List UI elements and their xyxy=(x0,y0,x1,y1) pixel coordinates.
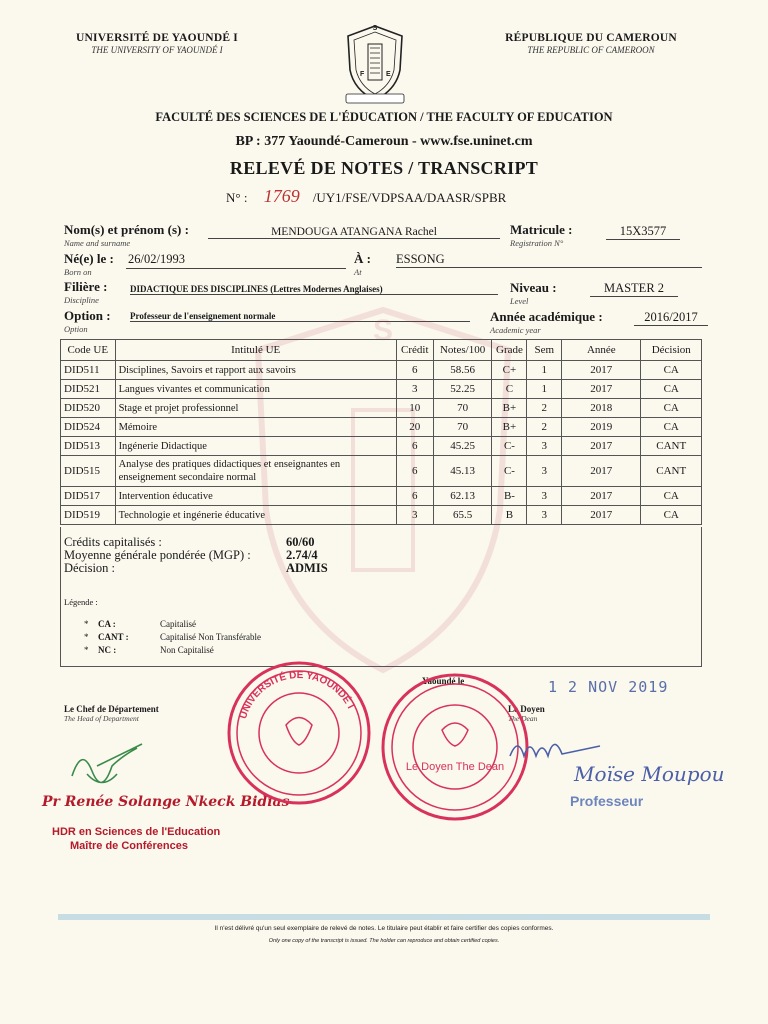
dean-title: Professeur xyxy=(570,793,644,809)
svg-text:Le Doyen The Dean: Le Doyen The Dean xyxy=(405,761,505,773)
student-name: MENDOUGA ATANGANA Rachel xyxy=(208,226,500,239)
niveau-field-label: Niveau : Level xyxy=(510,280,557,306)
course-note: 70 xyxy=(433,399,492,418)
col-header-code: Code UE xyxy=(61,340,116,361)
course-credit: 6 xyxy=(396,437,433,456)
course-year: 2018 xyxy=(562,399,641,418)
table-header-row xyxy=(61,340,702,361)
course-decision: CA xyxy=(641,487,702,506)
course-note: 58.56 xyxy=(433,361,492,380)
course-semester: 3 xyxy=(527,506,562,525)
university-header xyxy=(62,32,252,55)
col-header-year: Année xyxy=(562,340,641,361)
footer-divider xyxy=(58,914,710,920)
course-code: DID519 xyxy=(61,506,116,525)
student-academic-year: 2016/2017 xyxy=(634,310,708,326)
credits-value: 60/60 xyxy=(286,535,315,549)
course-semester: 3 xyxy=(527,487,562,506)
legend-item: * CA : Capitalisé xyxy=(84,619,196,629)
course-credit: 6 xyxy=(396,456,433,487)
legend-item: * NC : Non Capitalisé xyxy=(84,645,214,655)
course-title: Ingénerie Didactique xyxy=(115,437,396,456)
svg-text:E: E xyxy=(386,71,391,78)
annee-field-label: Année académique : Academic year xyxy=(490,309,603,335)
course-title: Intervention éducative xyxy=(115,487,396,506)
course-semester: 3 xyxy=(527,437,562,456)
course-code: DID517 xyxy=(61,487,116,506)
course-year: 2017 xyxy=(562,456,641,487)
course-semester: 2 xyxy=(527,418,562,437)
student-birthdate: 26/02/1993 xyxy=(128,252,185,266)
course-semester: 1 xyxy=(527,361,562,380)
course-grade: B- xyxy=(492,487,527,506)
course-grade: B+ xyxy=(492,418,527,437)
head-of-department-line1: HDR en Sciences de l'Education xyxy=(52,826,221,838)
footer-note-en: Only one copy of the transcript is issued. The holder can reproduce and obtain certified copies. xyxy=(268,938,500,944)
svg-text:S: S xyxy=(372,314,394,347)
born-field-label: Né(e) le : Born on xyxy=(64,251,114,277)
course-code: DID524 xyxy=(61,418,116,437)
university-crest-logo xyxy=(340,20,410,108)
document-title: RELEVÉ DE NOTES / TRANSCRIPT xyxy=(229,158,539,178)
head-of-department-signature xyxy=(62,736,162,796)
course-code: DID520 xyxy=(61,399,116,418)
student-level: MASTER 2 xyxy=(590,281,678,297)
head-of-department-line2: Maître de Conférences xyxy=(70,840,188,852)
head-of-department-label: Le Chef de Département The Head of Department xyxy=(64,704,159,723)
table-row xyxy=(61,399,702,418)
course-year: 2017 xyxy=(562,487,641,506)
col-header-credit: Crédit xyxy=(396,340,433,361)
reference-handwritten-number: 1769 xyxy=(263,186,300,206)
birthplace-field-label: À : At xyxy=(354,251,371,277)
student-option: Professeur de l'enseignement normale xyxy=(130,311,470,322)
legend-list xyxy=(84,619,261,658)
table-row xyxy=(61,487,702,506)
republic-name: RÉPUBLIQUE DU CAMEROUN xyxy=(505,32,677,44)
decision-label: Décision : xyxy=(64,561,116,575)
table-row xyxy=(61,506,702,525)
faculty-address: BP : 377 Yaoundé-Cameroun - www.fse.uninet.cm xyxy=(235,134,533,149)
course-code: DID521 xyxy=(61,380,116,399)
course-note: 45.25 xyxy=(433,437,492,456)
course-decision: CANT xyxy=(641,437,702,456)
svg-text:S: S xyxy=(372,25,378,32)
university-name-en: THE UNIVERSITY OF YAOUNDÉ I xyxy=(91,45,223,55)
course-decision: CA xyxy=(641,361,702,380)
head-of-department-name: Pr Renée Solange Nkeck Bidias xyxy=(42,794,290,810)
republic-name-en: THE REPUBLIC OF CAMEROON xyxy=(527,45,655,55)
course-year: 2019 xyxy=(562,418,641,437)
table-row xyxy=(61,380,702,399)
place-date-label: Yaoundé le xyxy=(422,676,465,686)
course-semester: 3 xyxy=(527,456,562,487)
col-header-note: Notes/100 xyxy=(433,340,492,361)
course-credit: 6 xyxy=(396,487,433,506)
svg-text:F: F xyxy=(360,71,365,78)
student-birthplace: ESSONG xyxy=(396,252,702,268)
course-code: DID515 xyxy=(61,456,116,487)
course-title: Analyse des pratiques didactiques et enseignantes en enseignement secondaire normal xyxy=(115,456,396,487)
date-stamp: 1 2 NOV 2019 xyxy=(548,678,669,696)
course-title: Stage et projet professionnel xyxy=(115,399,396,418)
footer-note-fr: Il n'est délivré qu'un seul exemplaire de relevé de notes. Le titulaire peut établir et faire certifier des copies conformes. xyxy=(214,925,554,932)
reference-prefix: N° : xyxy=(226,190,248,205)
course-year: 2017 xyxy=(562,361,641,380)
course-title: Langues vivantes et communication xyxy=(115,380,396,399)
course-grade: B+ xyxy=(492,399,527,418)
summary-labels xyxy=(64,536,251,575)
student-discipline: DIDACTIQUE DES DISCIPLINES (Lettres Modernes Anglaises) xyxy=(130,284,498,295)
course-decision: CA xyxy=(641,399,702,418)
course-credit: 6 xyxy=(396,361,433,380)
course-credit: 10 xyxy=(396,399,433,418)
course-grade: C xyxy=(492,380,527,399)
dean-label: Le Doyen The Dean xyxy=(508,704,545,723)
course-year: 2017 xyxy=(562,506,641,525)
option-field-label: Option : Option xyxy=(64,308,111,334)
course-year: 2017 xyxy=(562,380,641,399)
course-note: 52.25 xyxy=(433,380,492,399)
course-decision: CANT xyxy=(641,456,702,487)
col-header-grade: Grade xyxy=(492,340,527,361)
department-stamp xyxy=(226,660,372,806)
legend-item: * CANT : Capitalisé Non Transférable xyxy=(84,632,261,642)
course-semester: 1 xyxy=(527,380,562,399)
student-matricule: 15X3577 xyxy=(606,224,680,240)
dean-name: Moïse Moupou xyxy=(574,762,725,786)
legend-title: Légende : xyxy=(64,597,98,607)
col-header-title: Intitulé UE xyxy=(115,340,396,361)
course-title: Disciplines, Savoirs et rapport aux savoirs xyxy=(115,361,396,380)
course-title: Mémoire xyxy=(115,418,396,437)
filiere-field-label: Filière : Discipline xyxy=(64,279,108,305)
course-year: 2017 xyxy=(562,437,641,456)
course-note: 65.5 xyxy=(433,506,492,525)
table-row xyxy=(61,361,702,380)
credits-label: Crédits capitalisés : xyxy=(64,535,162,549)
course-grade: C- xyxy=(492,456,527,487)
mgp-value: 2.74/4 xyxy=(286,548,318,562)
name-field-label: Nom(s) et prénom (s) : Name and surname xyxy=(64,222,189,248)
course-decision: CA xyxy=(641,506,702,525)
mgp-label: Moyenne générale pondérée (MGP) : xyxy=(64,548,251,562)
university-name: UNIVERSITÉ DE YAOUNDÉ I xyxy=(76,32,238,44)
faculty-title: FACULTÉ DES SCIENCES DE L'ÉDUCATION / THE FACULTY OF EDUCATION xyxy=(155,110,613,124)
course-semester: 2 xyxy=(527,399,562,418)
course-note: 70 xyxy=(433,418,492,437)
grades-table xyxy=(60,339,702,525)
course-note: 45.13 xyxy=(433,456,492,487)
col-header-decision: Décision xyxy=(641,340,702,361)
course-grade: C- xyxy=(492,437,527,456)
republic-header xyxy=(496,32,686,55)
course-grade: B xyxy=(492,506,527,525)
course-credit: 3 xyxy=(396,506,433,525)
table-row xyxy=(61,437,702,456)
col-header-sem: Sem xyxy=(527,340,562,361)
matricule-field-label: Matricule : Registration N° xyxy=(510,222,573,248)
summary-values xyxy=(286,536,328,575)
reference-suffix: /UY1/FSE/VDPSAA/DAASR/SPBR xyxy=(312,190,507,205)
course-code: DID511 xyxy=(61,361,116,380)
course-decision: CA xyxy=(641,418,702,437)
course-credit: 20 xyxy=(396,418,433,437)
course-note: 62.13 xyxy=(433,487,492,506)
course-title: Technologie et ingénerie éducative xyxy=(115,506,396,525)
birthdate-underline xyxy=(126,268,346,269)
svg-text:UNIVERSITÉ DE YAOUNDÉ I: UNIVERSITÉ DE YAOUNDÉ I xyxy=(237,669,356,721)
course-code: DID513 xyxy=(61,437,116,456)
reference-number xyxy=(226,186,506,207)
course-credit: 3 xyxy=(396,380,433,399)
decision-value: ADMIS xyxy=(286,561,328,575)
table-row xyxy=(61,418,702,437)
table-row xyxy=(61,456,702,487)
course-grade: C+ xyxy=(492,361,527,380)
course-decision: CA xyxy=(641,380,702,399)
